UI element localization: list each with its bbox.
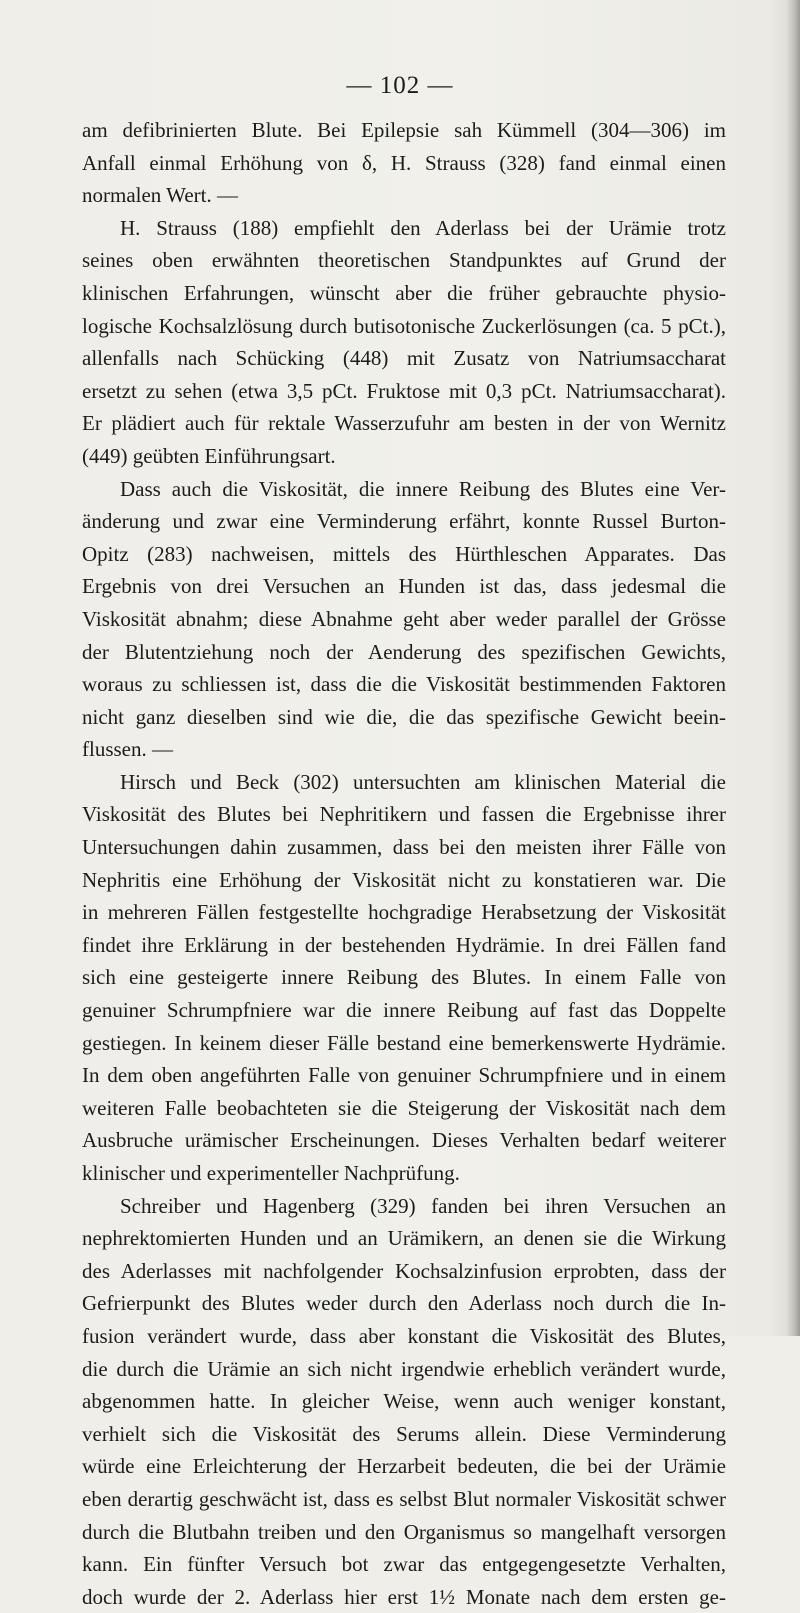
- text-line: allenfalls nach Schücking (448) mit Zusatz von Natriumsaccharat: [82, 346, 726, 371]
- text-line: Dass auch die Viskosität, die innere Reibung des Blutes eine Ver-: [120, 476, 726, 501]
- text-line: findet ihre Erklärung in der bestehenden Hydrämie. In drei Fällen fand: [82, 932, 726, 957]
- text-line: sich eine gesteigerte innere Reibung des Blutes. In einem Falle von: [82, 965, 726, 990]
- text-line: flussen. —: [82, 737, 173, 762]
- text-line: kann. Ein fünfter Versuch bot zwar das entgegengesetzte Verhalten,: [82, 1552, 726, 1577]
- text-line: Ergebnis von drei Versuchen an Hunden ist das, dass jedesmal die: [82, 574, 726, 599]
- text-line: in mehreren Fällen festgestellte hochgradige Herabsetzung der Viskosität: [82, 900, 726, 925]
- text-line: seines oben erwähnten theoretischen Standpunktes auf Grund der: [82, 248, 726, 273]
- text-line: eben derartig geschwächt ist, dass es selbst Blut normaler Viskosität schwer: [82, 1486, 726, 1511]
- text-line: die durch die Urämie an sich nicht irgendwie erheblich verändert wurde,: [82, 1356, 726, 1381]
- text-line: (449) geübten Einführungsart.: [82, 443, 336, 468]
- text-line: abgenommen hatte. In gleicher Weise, wenn auch weniger konstant,: [82, 1389, 726, 1414]
- text-line: Er plädiert auch für rektale Wasserzufuhr am besten in der von Wernitz: [82, 411, 726, 436]
- text-line: Hirsch und Beck (302) untersuchten am klinischen Material die: [120, 769, 726, 794]
- text-line: Viskosität abnahm; diese Abnahme geht aber weder parallel der Grösse: [82, 606, 726, 631]
- text-line: änderung und zwar eine Verminderung erfährt, konnte Russel Burton-: [82, 509, 726, 534]
- text-line: H. Strauss (188) empfiehlt den Aderlass bei der Urämie trotz: [120, 215, 726, 240]
- text-line: normalen Wert. —: [82, 183, 238, 208]
- text-line: fusion verändert wurde, dass aber konstant die Viskosität des Blutes,: [82, 1323, 726, 1348]
- text-line: doch wurde der 2. Aderlass hier erst 1½ Monate nach dem ersten ge-: [82, 1584, 726, 1609]
- text-line: durch die Blutbahn treiben und den Organismus so mangelhaft versorgen: [82, 1519, 726, 1544]
- page-number-header: — 102 —: [346, 72, 454, 99]
- text-line: der Blutentziehung noch der Aenderung des spezifischen Gewichts,: [82, 639, 726, 664]
- text-line: des Aderlasses mit nachfolgender Kochsalzinfusion erprobten, dass der: [82, 1258, 726, 1283]
- text-line: Schreiber und Hagenberg (329) fanden bei ihren Versuchen an: [120, 1193, 726, 1218]
- text-line: Nephritis eine Erhöhung der Viskosität nicht zu konstatieren war. Die: [82, 867, 726, 892]
- text-line: logische Kochsalzlösung durch butisotonische Zuckerlösungen (ca. 5 pCt.),: [82, 313, 726, 338]
- text-line: Anfall einmal Erhöhung von δ, H. Strauss (328) fand einmal einen: [82, 150, 726, 175]
- text-line: am defibrinierten Blute. Bei Epilepsie sah Kümmell (304—306) im: [82, 118, 726, 142]
- text-line: klinischen Erfahrungen, wünscht aber die früher gebrauchte physio-: [82, 280, 726, 305]
- text-line: gestiegen. In keinem dieser Fälle bestand eine bemerkenswerte Hydrämie.: [82, 1030, 726, 1055]
- body-text: [82, 114, 726, 1613]
- text-line: Gefrierpunkt des Blutes weder durch den Aderlass noch durch die In-: [82, 1291, 726, 1316]
- text-line: ersetzt zu sehen (etwa 3,5 pCt. Fruktose mit 0,3 pCt. Natriumsaccharat).: [82, 378, 726, 403]
- text-line: weiteren Falle beobachteten sie die Steigerung der Viskosität nach dem: [82, 1095, 726, 1120]
- text-line: Opitz (283) nachweisen, mittels des Hürthleschen Apparates. Das: [82, 541, 726, 566]
- text-line: nicht ganz dieselben sind wie die, die das spezifische Gewicht beein-: [82, 704, 726, 729]
- text-line: Untersuchungen dahin zusammen, dass bei den meisten ihrer Fälle von: [82, 835, 726, 860]
- text-line: woraus zu schliessen ist, dass die die Viskosität bestimmenden Faktoren: [82, 672, 726, 697]
- page-edge-shadow: [786, 0, 800, 1336]
- text-line: In dem oben angeführten Falle von genuiner Schrumpfniere und in einem: [82, 1063, 726, 1088]
- text-line: Ausbruche urämischer Erscheinungen. Dieses Verhalten bedarf weiterer: [82, 1128, 726, 1153]
- text-line: Viskosität des Blutes bei Nephritikern und fassen die Ergebnisse ihrer: [82, 802, 726, 827]
- text-line: klinischer und experimenteller Nachprüfung.: [82, 1161, 460, 1185]
- text-line: verhielt sich die Viskosität des Serums allein. Diese Verminderung: [82, 1421, 726, 1446]
- text-line: nephrektomierten Hunden und an Urämikern, an denen sie die Wirkung: [82, 1226, 726, 1251]
- text-line: genuiner Schrumpfniere war die innere Reibung auf fast das Doppelte: [82, 998, 726, 1023]
- text-line: würde eine Erleichterung der Herzarbeit bedeuten, die bei der Urämie: [82, 1454, 726, 1479]
